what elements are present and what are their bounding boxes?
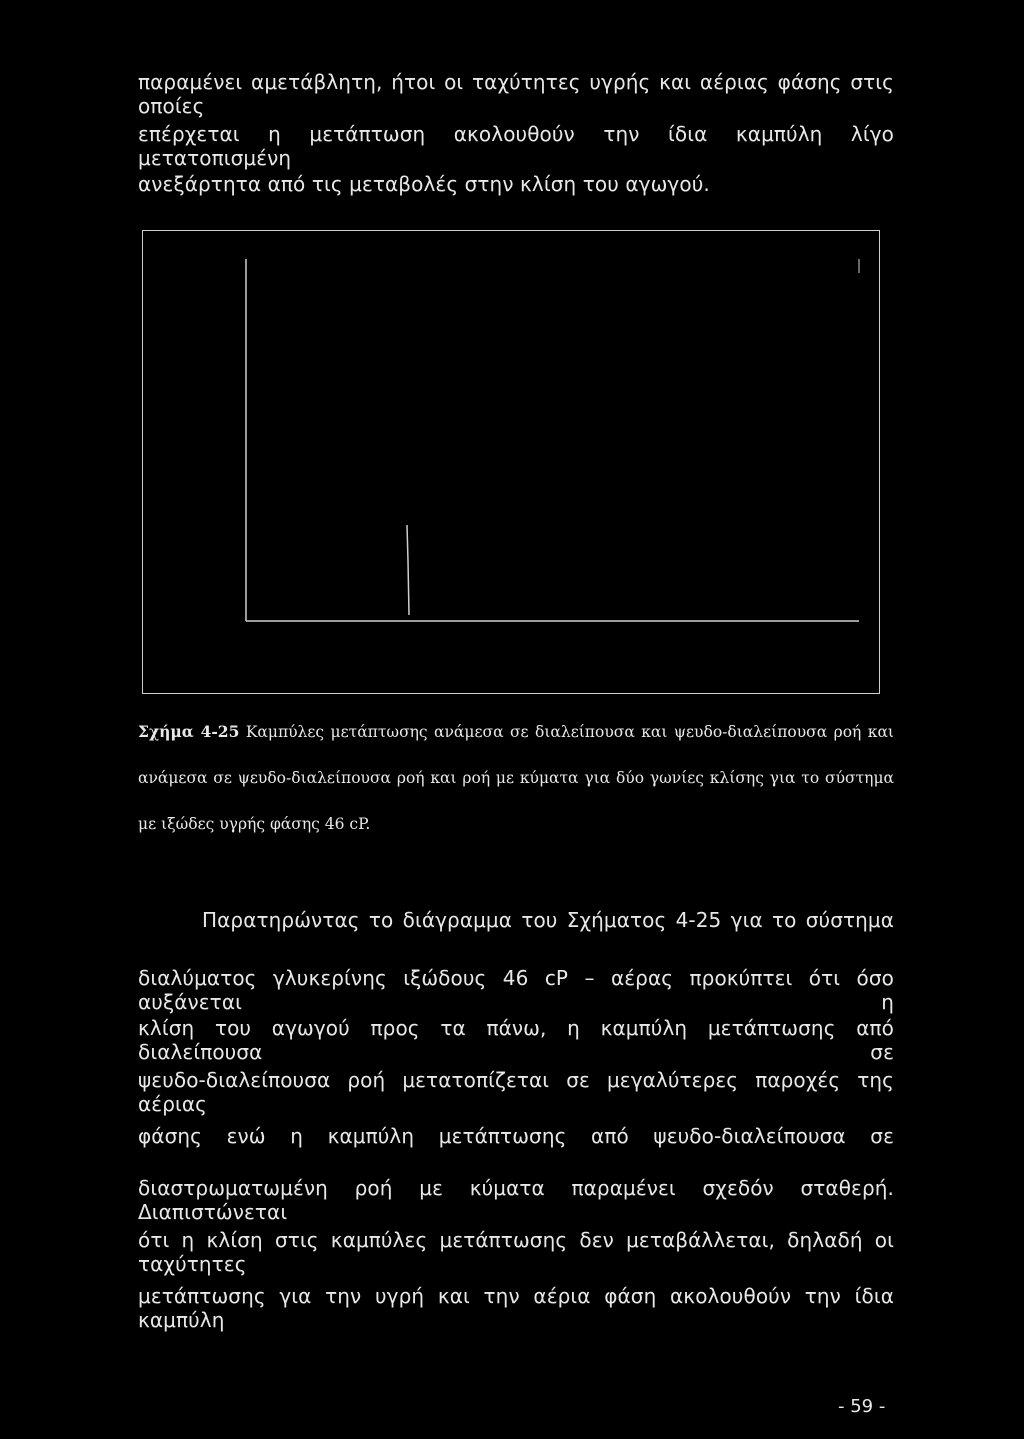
caption-text-1: Καμπύλες μετάπτωσης ανάμεσα σε διαλείπουσα και ψευδο-διαλείπουσα ροή και xyxy=(245,723,894,741)
body-line-3: κλίση του αγωγού προς τα πάνω, η καμπύλη μετάπτωσης από διαλείπουσα σε xyxy=(138,1016,894,1064)
caption-line-3: με ιξώδες υγρής φάσης 46 cP. xyxy=(138,815,371,833)
body-line-8: μετάπτωσης για την υγρή και την αέρια φάση ακολουθούν την ίδια καμπύλη xyxy=(138,1284,894,1332)
figure-plot xyxy=(143,231,881,695)
body-line-6: διαστρωματωμένη ροή με κύματα παραμένει σχεδόν σταθερή. Διαπιστώνεται xyxy=(138,1176,894,1224)
caption-line-1 xyxy=(138,722,894,742)
top-paragraph-line-1: παραμένει αμετάβλητη, ήτοι οι ταχύτητες υγρής και αέριας φάσης στις οποίες xyxy=(138,70,894,118)
top-paragraph-line-3: ανεξάρτητα από τις μεταβολές στην κλίση του αγωγού. xyxy=(138,172,710,196)
figure-curve-fragment xyxy=(407,525,409,615)
body-line-5: φάσης ενώ η καμπύλη μετάπτωσης από ψευδο-διαλείπουσα σε xyxy=(138,1124,894,1148)
body-line-2: διαλύματος γλυκερίνης ιξώδους 46 cP – αέρας προκύπτει ότι όσο αυξάνεται η xyxy=(138,966,894,1014)
page-number: - 59 - xyxy=(838,1396,886,1417)
body-line-7: ότι η κλίση στις καμπύλες μετάπτωσης δεν μεταβάλλεται, δηλαδή οι ταχύτητες xyxy=(138,1228,894,1276)
figure-frame xyxy=(142,230,880,694)
caption-line-2: ανάμεσα σε ψευδο-διαλείπουσα ροή και ροή με κύματα για δύο γωνίες κλίσης για το σύστημα xyxy=(138,769,894,787)
body-line-1: Παρατηρώντας το διάγραμμα του Σχήματος 4-25 για το σύστημα xyxy=(202,908,894,932)
top-paragraph-line-2: επέρχεται η μετάπτωση ακολουθούν την ίδια καμπύλη λίγο μετατοπισμένη xyxy=(138,122,894,170)
caption-label: Σχήμα 4-25 xyxy=(138,722,240,741)
body-line-4: ψευδο-διαλείπουσα ροή μετατοπίζεται σε μεγαλύτερες παροχές της αέριας xyxy=(138,1068,894,1116)
